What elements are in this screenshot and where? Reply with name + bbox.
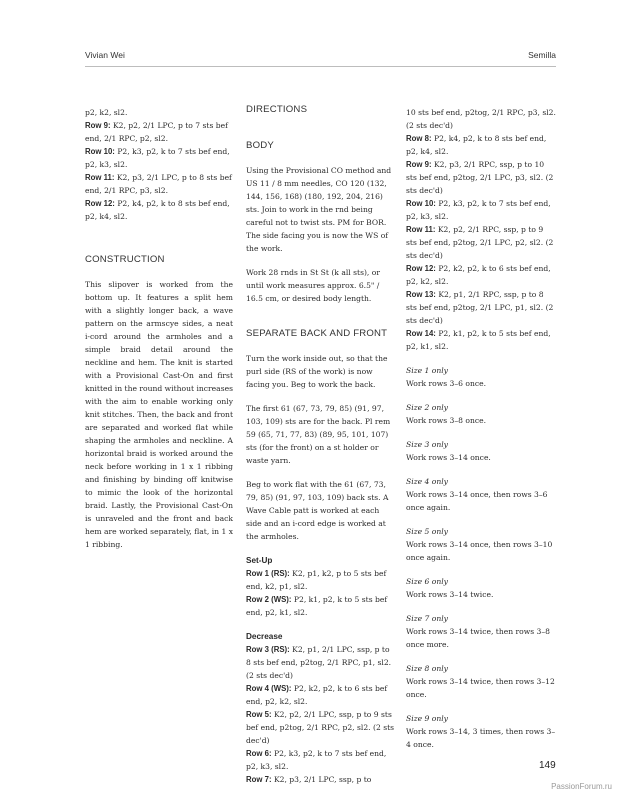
row-7-continued: 10 sts bef end, p2tog, 2/1 RPC, p3, sl2. (2 sts dec'd) xyxy=(406,108,556,130)
size-4-label: Size 4 only xyxy=(406,477,448,486)
separate-paragraph-1: Turn the work inside out, so that the purl side (RS of the work) is now facing you. Beg to work the back. xyxy=(246,354,388,389)
column-2 xyxy=(246,106,396,786)
row-13: Row 13: K2, p1, 2/1 RPC, ssp, p to 8 sts bef end, p2tog, 2/1 LPC, p1, sl2. (2 sts dec'd) xyxy=(406,290,554,325)
size-1-label: Size 1 only xyxy=(406,366,448,375)
size-5-text: Work rows 3–14 once, then rows 3–10 once again. xyxy=(406,540,553,562)
size-5-label: Size 5 only xyxy=(406,527,448,536)
decrease-row-6: Row 6: P2, k3, p2, k to 7 sts bef end, p2, k3, sl2. xyxy=(246,749,387,771)
header-pattern-name: Semilla xyxy=(528,50,556,60)
size-7-label: Size 7 only xyxy=(406,614,448,623)
size-2-label: Size 2 only xyxy=(406,403,448,412)
decrease-heading: Decrease xyxy=(246,632,283,641)
row-12: Row 12: P2, k4, p2, k to 8 sts bef end, p2, k4, sl2. xyxy=(85,199,230,221)
size-1-text: Work rows 3–6 once. xyxy=(406,379,487,388)
row-11: Row 11: K2, p2, 2/1 RPC, ssp, p to 9 sts bef end, p2tog, 2/1 LPC, p2, sl2. (2 sts dec'd) xyxy=(406,225,554,260)
size-8-text: Work rows 3–14 twice, then rows 3–12 once. xyxy=(406,677,555,699)
page-number: 149 xyxy=(539,760,556,771)
row-11: Row 11: K2, p3, 2/1 LPC, p to 8 sts bef end, 2/1 RPC, p3, sl2. xyxy=(85,173,232,195)
row-9: Row 9: K2, p2, 2/1 LPC, p to 7 sts bef end, 2/1 RPC, p2, sl2. xyxy=(85,121,228,143)
watermark: PassionForum.ru xyxy=(551,782,612,791)
decrease-row-7: Row 7: K2, p3, 2/1 LPC, ssp, p to xyxy=(246,775,372,784)
body-heading: BODY xyxy=(246,140,274,151)
size-6-text: Work rows 3–14 twice. xyxy=(406,590,494,599)
size-8-label: Size 8 only xyxy=(406,664,448,673)
column-3 xyxy=(406,106,556,751)
size-3-text: Work rows 3–14 once. xyxy=(406,453,491,462)
row-8: Row 8: P2, k4, p2, k to 8 sts bef end, p2, k4, sl2. xyxy=(406,134,547,156)
separate-paragraph-3: Beg to work flat with the 61 (67, 73, 79, 85) (91, 97, 103, 109) back sts. A Wave Cable patt is worked at each side and an i-cord edge is worked at the armholes. xyxy=(246,480,389,541)
size-2-text: Work rows 3–8 once. xyxy=(406,416,487,425)
decrease-row-3: Row 3 (RS): K2, p1, 2/1 LPC, ssp, p to 8 sts bef end, p2tog, 2/1 RPC, p1, sl2. (2 sts dec'd) xyxy=(246,645,392,680)
intro-line: p2, k2, sl2. xyxy=(85,108,128,117)
separate-heading: SEPARATE BACK AND FRONT xyxy=(246,328,388,339)
header-divider xyxy=(85,66,556,67)
body-paragraph-2: Work 28 rnds in St St (k all sts), or until work measures approx. 6.5" / 16.5 cm, or desired body length. xyxy=(246,268,380,303)
setup-row-2: Row 2 (WS): P2, k1, p2, k to 5 sts bef end, p2, k1, sl2. xyxy=(246,595,388,617)
size-7-text: Work rows 3–14 twice, then rows 3–8 once more. xyxy=(406,627,550,649)
directions-heading: DIRECTIONS xyxy=(246,104,308,115)
row-10: Row 10: P2, k3, p2, k to 7 sts bef end, p2, k3, sl2. xyxy=(85,147,230,169)
size-9-text: Work rows 3–14, 3 times, then rows 3–4 once. xyxy=(406,727,556,749)
size-6-label: Size 6 only xyxy=(406,577,448,586)
size-4-text: Work rows 3–14 once, then rows 3–6 once again. xyxy=(406,490,548,512)
size-9-label: Size 9 only xyxy=(406,714,448,723)
row-14: Row 14: P2, k1, p2, k to 5 sts bef end, p2, k1, sl2. xyxy=(406,329,551,351)
setup-row-1: Row 1 (RS): K2, p1, k2, p to 5 sts bef end, k2, p1, sl2. xyxy=(246,569,387,591)
construction-text: This slipover is worked from the bottom up. It features a split hem with a slightly longer back, a wave pattern on the armscye sides, a neat i-cord around the armholes and a simple braid detail around the neckline and hem. The knit is started with a Provisional Cast-On and first knitted in the round without increases with the aim to enable working only knit stitches. Then, the back and front are separated and worked flat while shaping the armholes and neckline. A horizontal braid is worked around the neck before working in 1 x 1 ribbing and finishing by binding off knitwise to mimic the look of the horizontal braid. Lastly, the Provisional Cast-On is unraveled and the front and back hem are worked separately, flat, in 1 x 1 ribbing. xyxy=(85,280,233,549)
header-author: Vivian Wei xyxy=(85,50,125,60)
decrease-row-4: Row 4 (WS): P2, k2, p2, k to 6 sts bef end, p2, k2, sl2. xyxy=(246,684,388,706)
construction-heading: CONSTRUCTION xyxy=(85,254,165,265)
row-10: Row 10: P2, k3, p2, k to 7 sts bef end, p2, k3, sl2. xyxy=(406,199,551,221)
body-paragraph-1: Using the Provisional CO method and US 11 / 8 mm needles, CO 120 (132, 144, 156, 168) (180, 192, 204, 216) sts. Join to work in the rnd being careful not to twist sts. PM for BOR. The side facing you is now the WS of the work. xyxy=(246,166,392,253)
decrease-row-5: Row 5: K2, p2, 2/1 LPC, ssp, p to 9 sts bef end, p2tog, 2/1 RPC, p2, sl2. (2 sts dec'd) xyxy=(246,710,395,745)
setup-heading: Set-Up xyxy=(246,556,273,565)
size-3-label: Size 3 only xyxy=(406,440,448,449)
row-9: Row 9: K2, p3, 2/1 RPC, ssp, p to 10 sts bef end, p2tog, 2/1 LPC, p3, sl2. (2 sts dec'd) xyxy=(406,160,554,195)
column-1 xyxy=(85,106,233,551)
separate-paragraph-2: The first 61 (67, 73, 79, 85) (91, 97, 103, 109) sts are for the back. Pl rem 59 (65, 71, 77, 83) (89, 95, 101, 107) sts (for the front) on a st holder or waste yarn. xyxy=(246,404,391,465)
row-12: Row 12: P2, k2, p2, k to 6 sts bef end, p2, k2, sl2. xyxy=(406,264,551,286)
